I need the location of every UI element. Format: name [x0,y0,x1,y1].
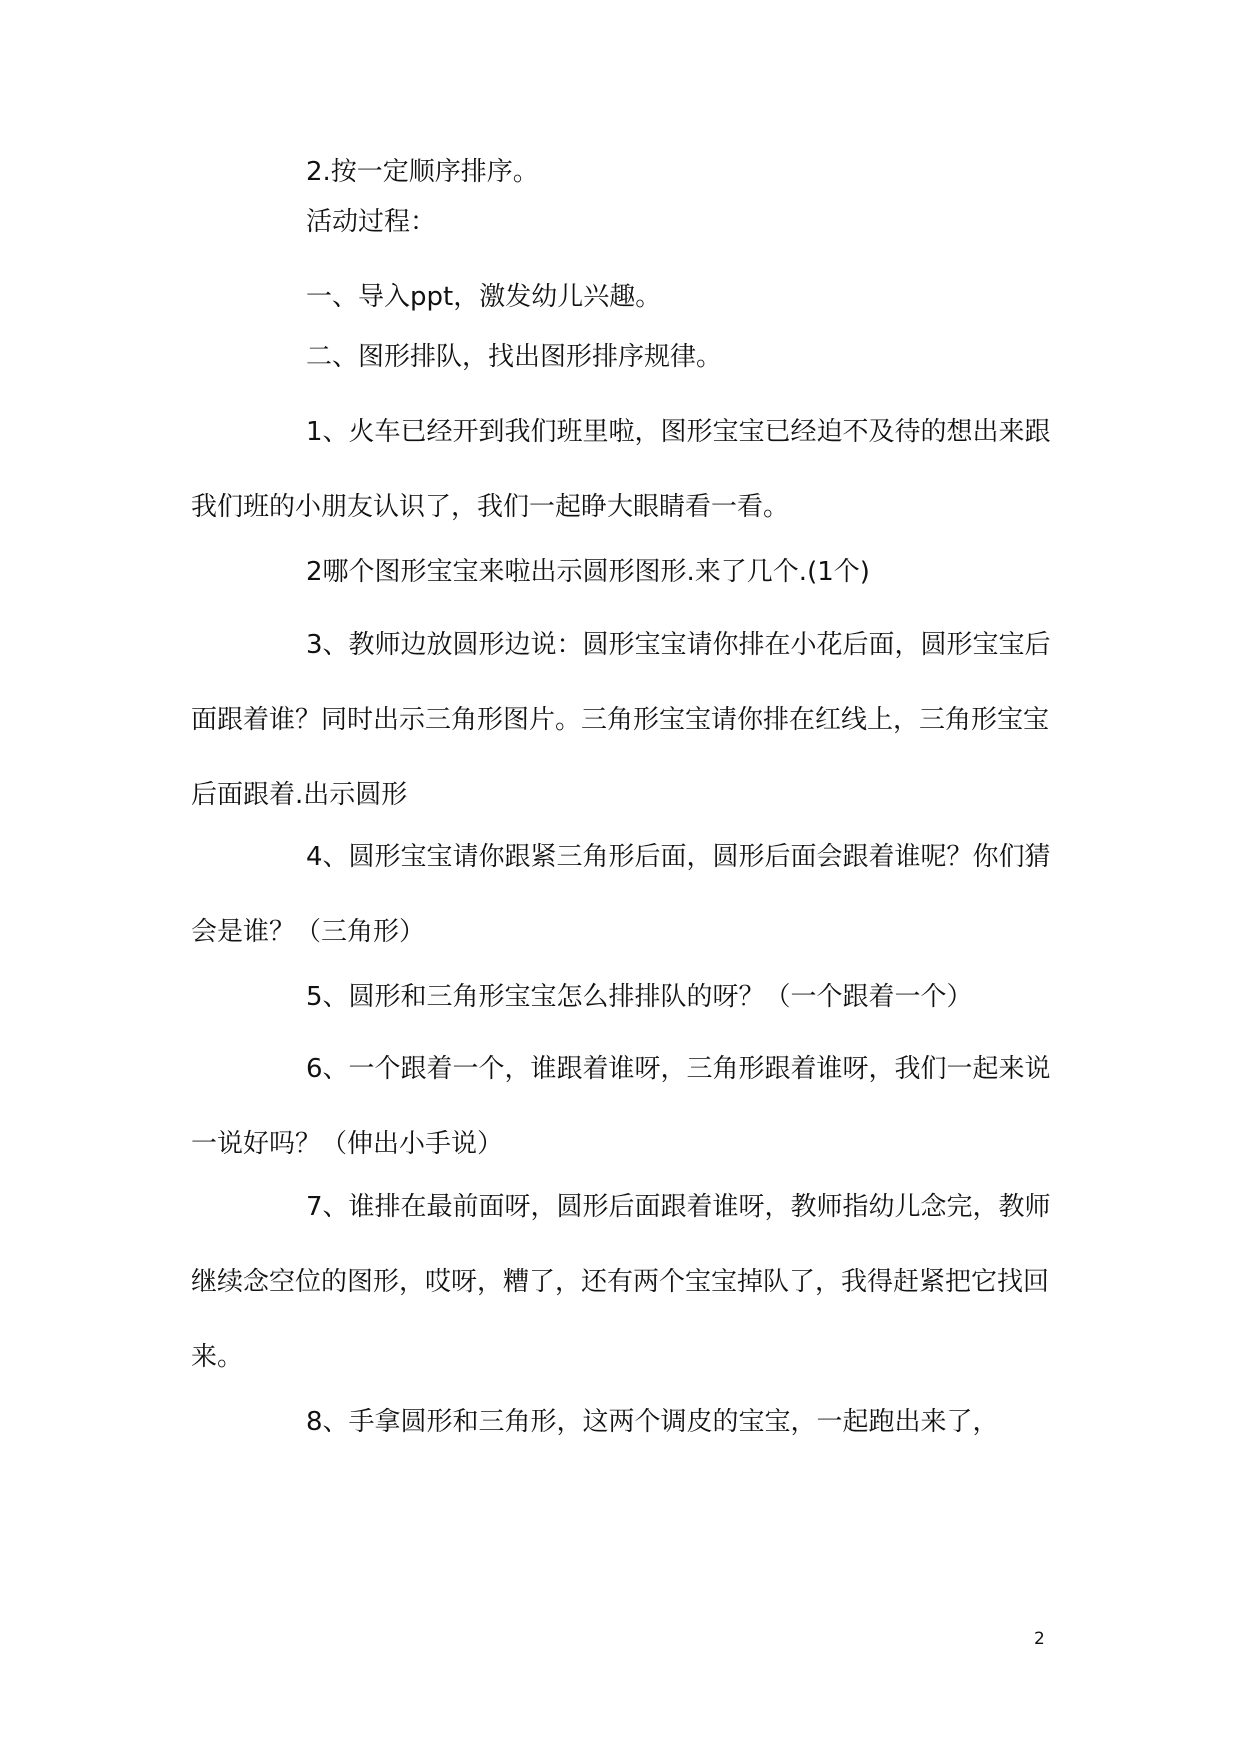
paragraph-4: 二、图形排队，找出图形排序规律。 [306,342,723,372]
paragraph-9: 5、圆形和三角形宝宝怎么排排队的呀？（一个跟着一个） [306,982,973,1012]
paragraph-10: 6、一个跟着一个，谁跟着谁呀，三角形跟着谁呀，我们一起来说一说好吗？（伸出小手说） [191,1054,1051,1159]
paragraph-7: 3、教师边放圆形边说：圆形宝宝请你排在小花后面，圆形宝宝后面跟着谁？同时出示三角形图片。三角形宝宝请你排在红线上，三角形宝宝后面跟着.出示圆形 [191,630,1051,810]
paragraph-2: 活动过程： [306,207,437,237]
paragraph-6: 2哪个图形宝宝来啦出示圆形图形.来了几个.(1个) [306,557,870,587]
paragraph-5: 1、火车已经开到我们班里啦，图形宝宝已经迫不及待的想出来跟我们班的小朋友认识了，我们一起睁大眼睛看一看。 [191,417,1051,522]
paragraph-3: 一、导入ppt，激发幼儿兴趣。 [306,282,662,312]
paragraph-11: 7、谁排在最前面呀，圆形后面跟着谁呀，教师指幼儿念完，教师继续念空位的图形，哎呀，糟了，还有两个宝宝掉队了，我得赶紧把它找回来。 [191,1192,1051,1372]
paragraph-8: 4、圆形宝宝请你跟紧三角形后面，圆形后面会跟着谁呢？你们猜会是谁？（三角形） [191,842,1051,947]
paragraph-12: 8、手拿圆形和三角形，这两个调皮的宝宝，一起跑出来了， [306,1407,999,1437]
paragraph-1: 2.按一定顺序排序。 [306,157,539,187]
page-number: 2 [1034,1629,1045,1649]
